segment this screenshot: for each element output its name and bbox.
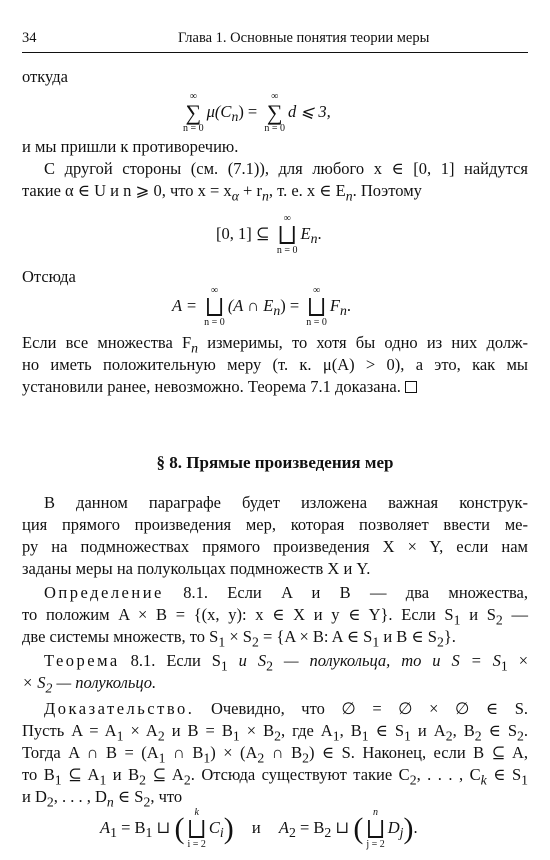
text-line: Отсюда (22, 267, 76, 286)
qed-square-icon (405, 381, 417, 393)
formula-final: $A_1 = B_1$ ⊔ ( k ⨆ i = 2 $C_i$) и $A_2 = B_2$ ⊔ ( n ⨆ j = 2 $D_j$). (100, 807, 418, 850)
disjoint-union-operator: n ⨆ j = 2 (366, 807, 385, 850)
page-number: 34 (22, 30, 37, 46)
text-line: и мы пришли к противоречию. (22, 137, 239, 156)
section-heading: § 8. Прямые произведения мер (156, 453, 394, 472)
formula-sum: ∞ ∑ n = 0 $\mu(C_n)$ = ∞ ∑ n = 0 d ⩽ 3, (183, 91, 331, 134)
formula-a-decomposition: A = ∞ ⨆ n = 0 (A ∩ $E_n$) = ∞ ⨆ n = 0 $F_n$. (172, 285, 352, 328)
text-line: Пусть $A = A_1 \times A_2$ и $B = B_1 \times B_2$, где $A_1$, $B_1$ ∈ $S_1$ и $A_2$, $B_2$ ∈ $S_2$. (22, 721, 529, 744)
theorem-label: Теорема (44, 651, 120, 670)
text-line: такие α ∈ U и n ⩾ 0, что $x = x_\alpha + r_n$, т. е. x ∈ $E_n$. Поэтому (22, 181, 422, 204)
text-line: ру на подмножествах прямого произведения X × Y, если нам (22, 537, 528, 556)
chapter-title: Глава 1. Основные понятия теории меры (178, 30, 430, 46)
word-otkuda: откуда (22, 67, 68, 86)
text-line: но иметь положительную меру (т. к. μ(A) > 0), а это, как мы (22, 355, 528, 374)
disjoint-union-operator: ∞ ⨆ n = 0 (306, 285, 327, 328)
text-line: С другой стороны (см. (7.1)), для любого x ∈ [0, 1] найдутся (44, 159, 528, 178)
text-line: то $B_1$ ⊆ $A_1$ и $B_2$ ⊆ $A_2$. Отсюда существуют такие $C_2$, . . . , $C_k$ ∈ $S_1$ (22, 765, 528, 788)
disjoint-union-operator: k ⨆ i = 2 (187, 807, 206, 850)
text-line: Тогда A ∩ $B = (A_1$ ∩ $B_1) \times (A_2$ ∩ $B_2$) ∈ S. Наконец, если B ⊆ A, (22, 743, 528, 766)
text-line: две системы множеств, то $S_1 \times S_2 = \{A \times B$: A ∈ $S_1$ и B ∈ $S_2$}. (22, 627, 456, 650)
text-line: и $D_2$, . . . , $D_n$ ∈ $S_2$, что (22, 787, 183, 810)
text-line: ция прямого произведения мер, которая позволяет ввести ме- (22, 515, 528, 534)
header-rule (22, 52, 528, 53)
proof-label: Доказательство. (44, 699, 195, 718)
disjoint-union-operator: ∞ ⨆ n = 0 (276, 213, 298, 256)
formula-cover: [0, 1] ⊆ ∞ ⨆ n = 0 $E_n$. (216, 213, 322, 256)
definition-line: Определение 8.1. Если A и B — два множества, (44, 583, 528, 602)
sum-operator: ∞ ∑ n = 0 (264, 91, 286, 134)
text-line: то положим A × B = {(x, y): x ∈ X и y ∈ Y}. Если $S_1$ и $S_2$ — (22, 605, 529, 628)
sum-operator: ∞ ∑ n = 0 (183, 91, 204, 134)
disjoint-union-operator: ∞ ⨆ n = 0 (204, 285, 225, 328)
definition-label: Определение (44, 583, 164, 602)
running-head (22, 30, 528, 47)
text-line (22, 66, 528, 88)
text-line: установили ранее, невозможно. Теорема 7.1 доказана. (22, 376, 528, 398)
text-line: заданы меры на полукольцах подмножеств X и Y. (22, 559, 371, 578)
text-line: В данном параграфе будет изложена важная конструк- (44, 493, 528, 512)
proof-line: Доказательство. Очевидно, что ∅ = ∅ × ∅ ∈ S. (44, 699, 528, 718)
theorem-line: Теорема 8.1. Если $S_1$ и $S_2$ — полукольца, то и $S = S_1$ × (44, 651, 528, 674)
text-line: Если все множества $F_n$ измеримы, то хотя бы одно из них долж- (22, 333, 528, 356)
text-line: × $S_2$ — полукольцо. (22, 673, 157, 696)
